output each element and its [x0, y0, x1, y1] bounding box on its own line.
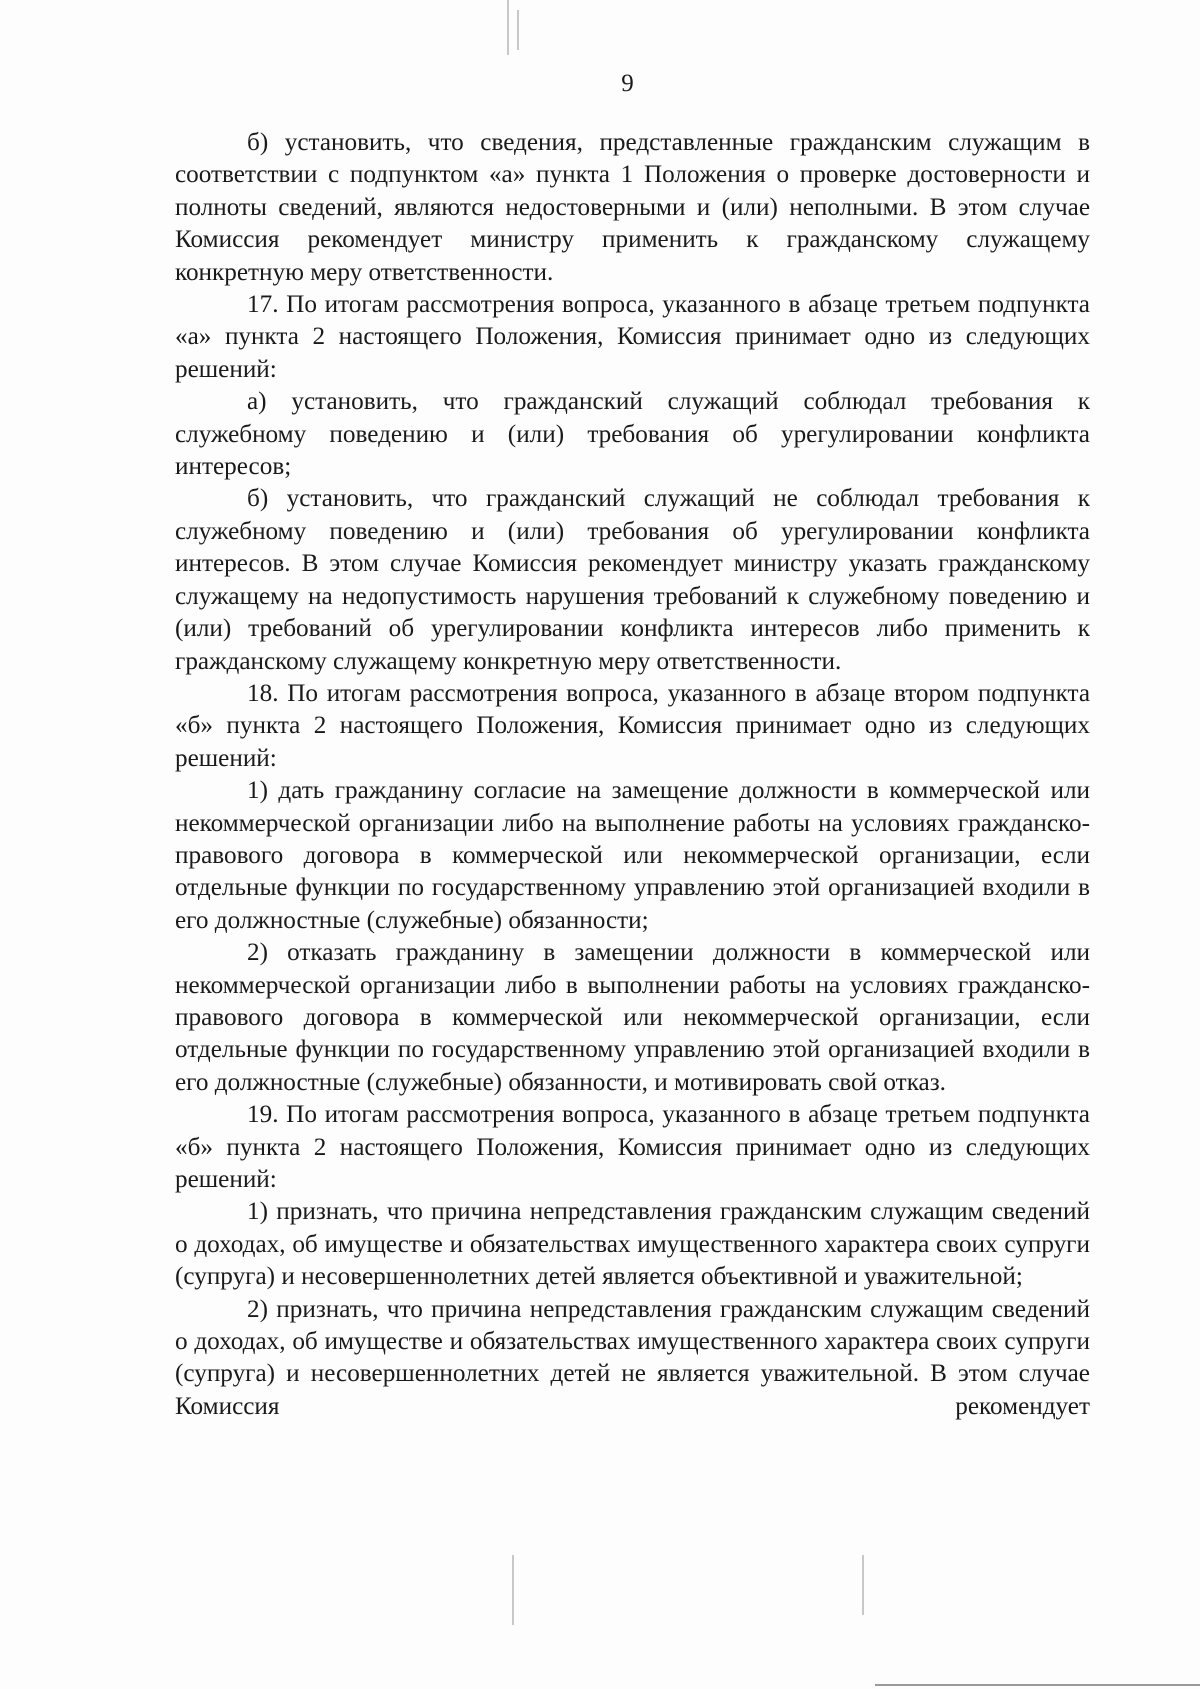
scan-artifact — [862, 1555, 864, 1615]
paragraph: 17. По итогам рассмотрения вопроса, указанного в абзаце третьем подпункта «а» пункта 2 настоящего Положения, Комиссия принимает одно из следующих решений: — [175, 291, 1090, 383]
scan-artifact — [517, 10, 519, 50]
paragraph: 1) признать, что причина непредставления гражданским служащим сведений о доходах, об имуществе и обязательствах имущественного характера своих супруги (супруга) и несовершеннолетних детей является объективной и уважительной; — [175, 1198, 1090, 1291]
paragraph: 2) признать, что причина непредставления гражданским служащим сведений о доходах, об имуществе и обязательствах имущественного характера своих супруги (супруга) и несовершеннолетних детей не является уважительной. В этом случае Комиссия рекомендует — [175, 1295, 1090, 1420]
page-bottom-rule — [875, 1684, 1200, 1686]
paragraph: 1) дать гражданину согласие на замещение должности в коммерческой или некоммерческой организации либо на выполнение работы на условиях гражданско-правового договора в коммерческой или некоммерческой организации, если отдельные функции по государственному управлению этой организацией входили в его должностные (служебные) обязанности; — [175, 777, 1090, 934]
paragraph: б) установить, что сведения, представленные гражданским служащим в соответствии с подпунктом «а» пункта 1 Положения о проверке достоверности и полноты сведений, являются недостоверными и (или) неполными. В этом случае Комиссия рекомендует министру применить к гражданскому служащему конкретную меру ответственности. — [175, 129, 1090, 286]
paragraph: б) установить, что гражданский служащий не соблюдал требования к служебному поведению и (или) требования об урегулировании конфликта интересов. В этом случае Комиссия рекомендует министру указать гражданскому служащему на недопустимость нарушения требований к служебному поведению и (или) требований об урегулировании конфликта интересов либо применить к гражданскому служащему конкретную меру ответственности. — [175, 485, 1090, 675]
paragraph: а) установить, что гражданский служащий соблюдал требования к служебному поведению и (или) требования об урегулировании конфликта интересов; — [175, 388, 1090, 481]
paragraph: 2) отказать гражданину в замещении должности в коммерческой или некоммерческой организации либо в выполнении работы на условиях гражданско-правового договора в коммерческой или некоммерческой организации, если отдельные функции по государственному управлению этой организацией входили в его должностные (служебные) обязанности, и мотивировать свой отказ. — [175, 939, 1090, 1096]
document-body — [175, 127, 1090, 1423]
scan-artifact — [507, 0, 509, 55]
scan-artifact — [512, 1555, 514, 1625]
paragraph: 18. По итогам рассмотрения вопроса, указанного в абзаце втором подпункта «б» пункта 2 настоящего Положения, Комиссия принимает одно из следующих решений: — [175, 679, 1090, 772]
page-number: 9 — [621, 70, 634, 97]
paragraph: 19. По итогам рассмотрения вопроса, указанного в абзаце третьем подпункта «б» пункта 2 настоящего Положения, Комиссия принимает одно из следующих решений: — [175, 1101, 1090, 1193]
